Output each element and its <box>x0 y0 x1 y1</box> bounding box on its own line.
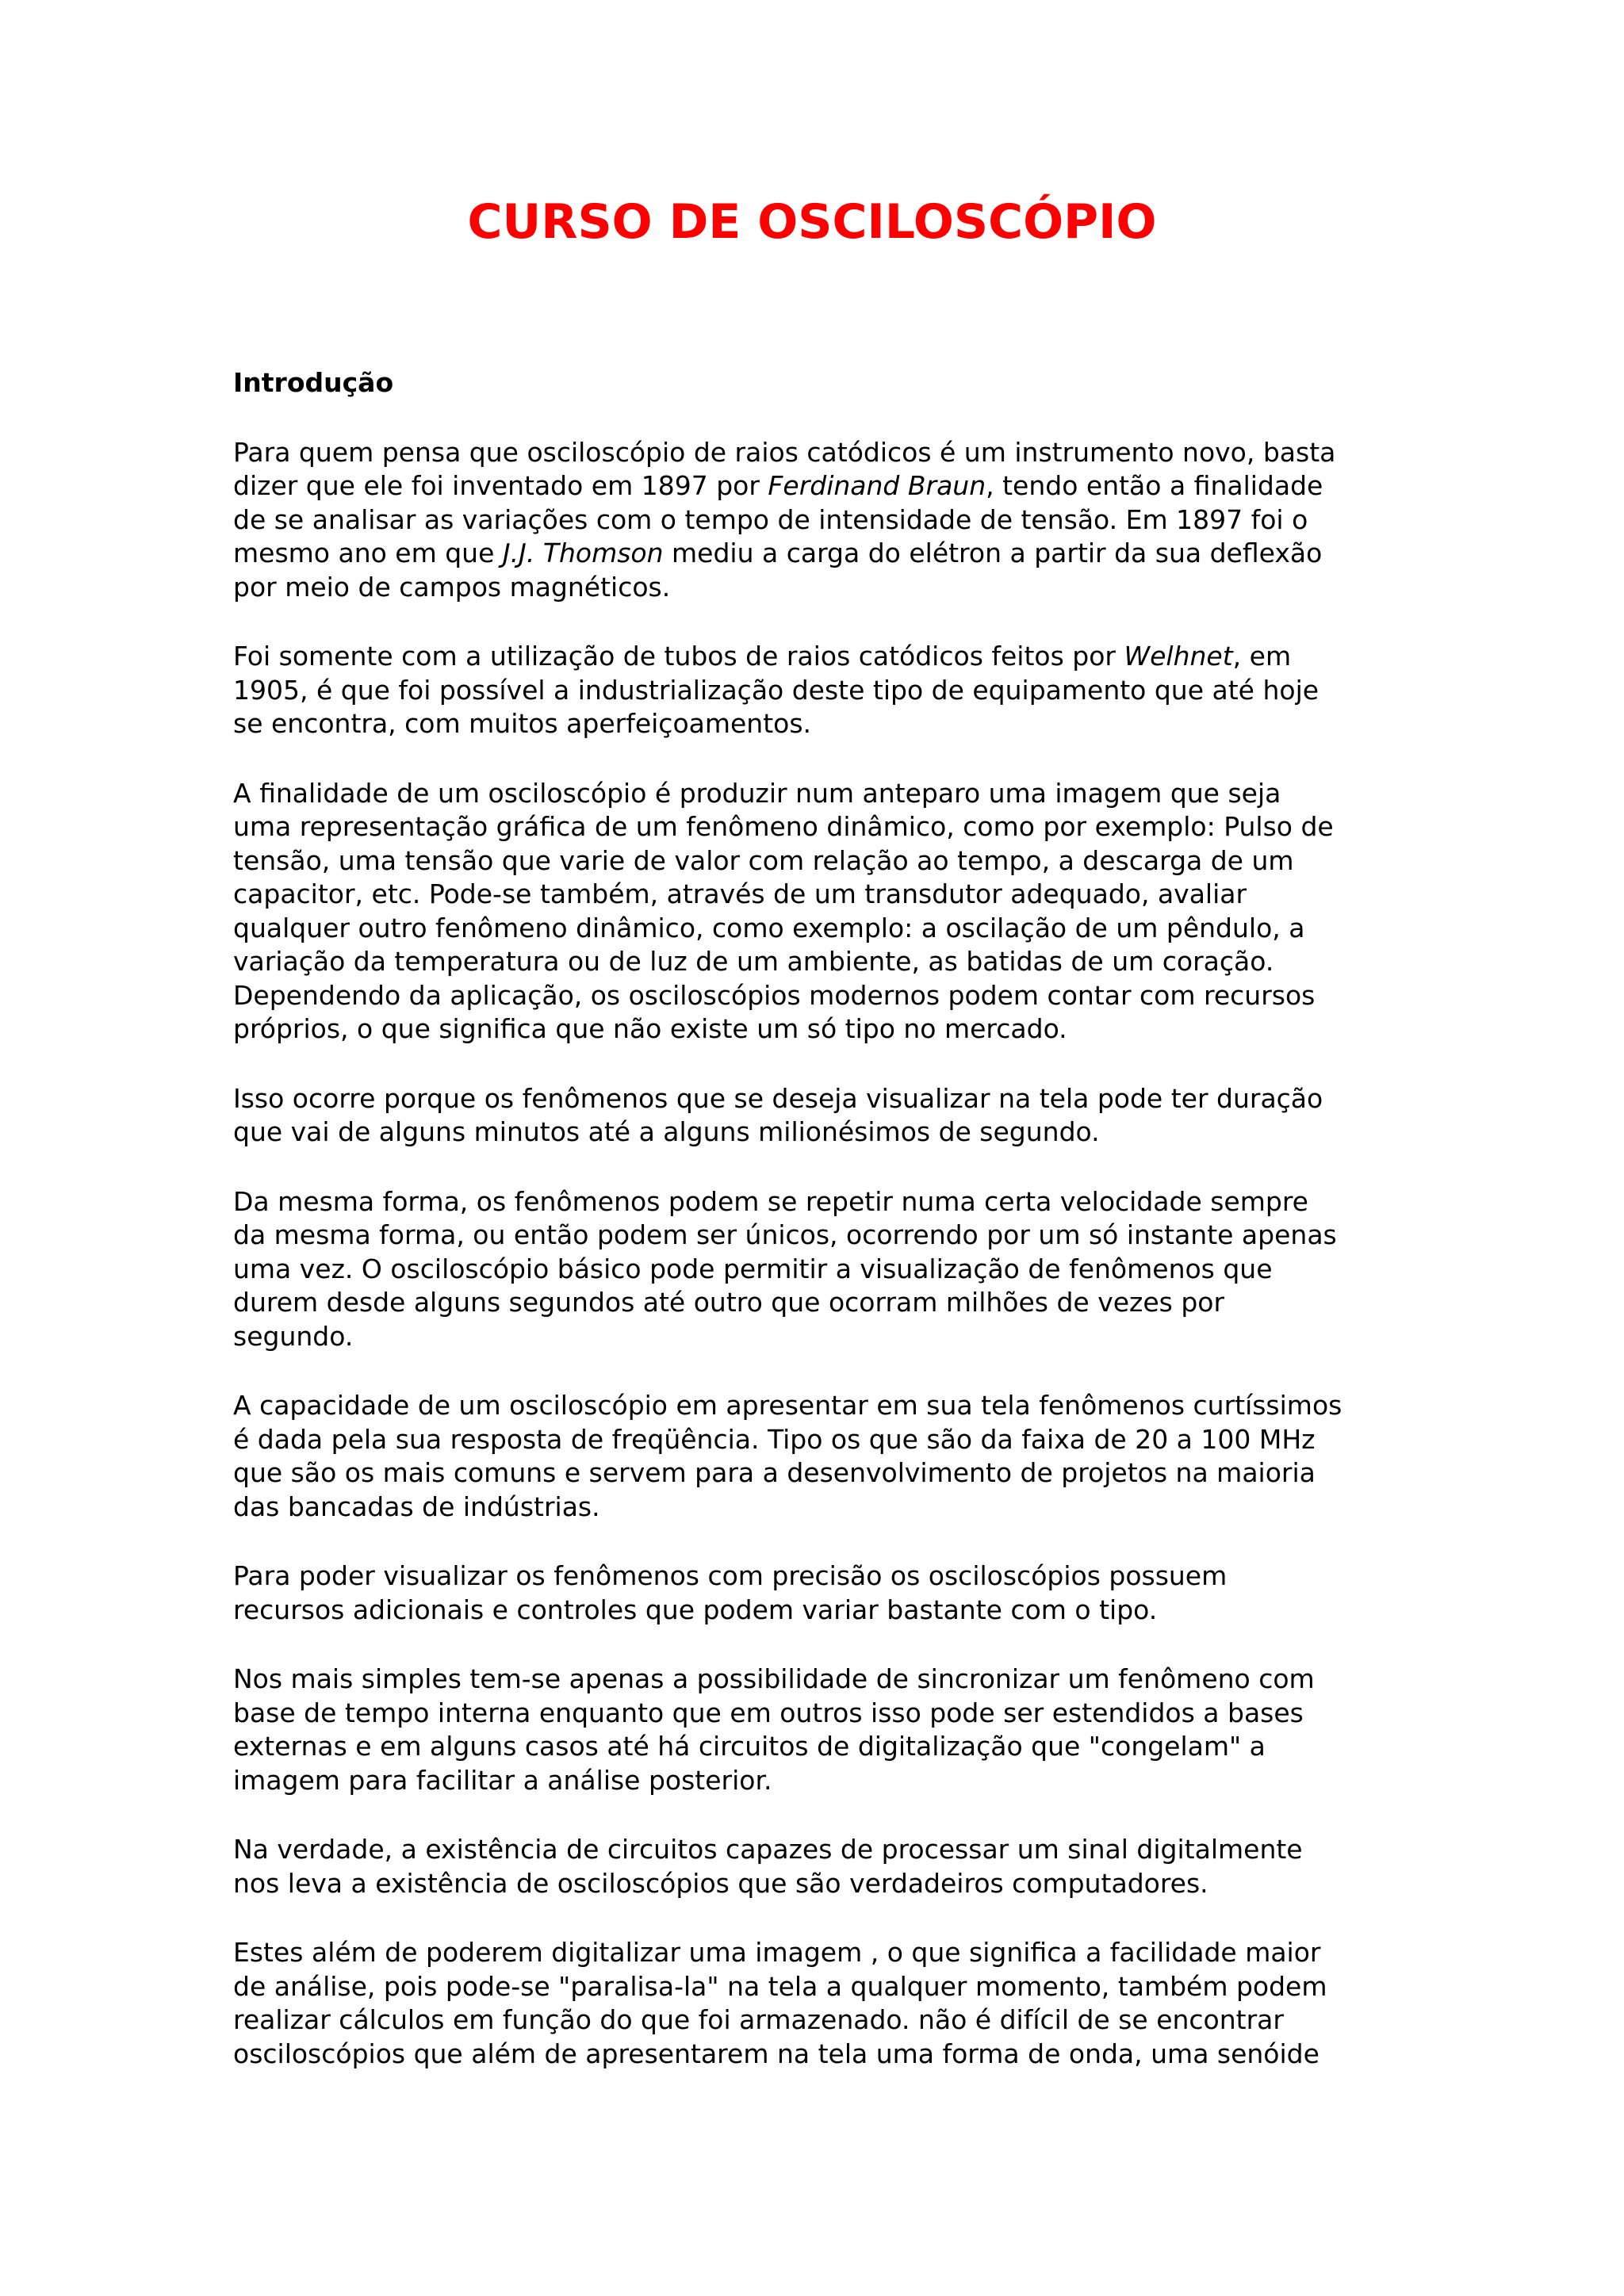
text-line <box>233 810 1407 844</box>
text-line <box>233 1253 1407 1287</box>
text-segment: osciloscópios que além de apresentarem na tela uma forma de onda, uma senóide <box>233 2038 1320 2069</box>
text-line <box>233 1320 1407 1354</box>
text-line <box>233 945 1407 979</box>
paragraph <box>233 640 1407 741</box>
text-segment: A capacidade de um osciloscópio em apresentar em sua tela fenômenos curtíssimos <box>233 1390 1342 1421</box>
text-line <box>233 912 1407 946</box>
text-line <box>233 1456 1407 1490</box>
text-line <box>233 674 1407 708</box>
text-segment: de análise, pois pode-se "paralisa-la" na tela a qualquer momento, também podem <box>233 1970 1327 2002</box>
page-title: CURSO DE OSCILOSCÓPIO <box>467 194 1157 250</box>
text-segment: nos leva a existência de osciloscópios que são verdadeiros computadores. <box>233 1867 1208 1899</box>
paragraph <box>233 1663 1407 1797</box>
paragraph <box>233 1559 1407 1627</box>
text-line <box>233 1970 1407 2004</box>
text-segment: Foi somente com a utilização de tubos de raios catódicos feitos por <box>233 641 1124 672</box>
text-segment: tensão, uma tensão que varie de valor com relação ao tempo, a descarga de um <box>233 844 1294 876</box>
document-body <box>233 366 1407 2107</box>
text-line <box>233 1764 1407 1798</box>
text-segment: que vai de alguns minutos até a alguns milionésimos de segundo. <box>233 1116 1100 1147</box>
text-line <box>233 1286 1407 1320</box>
text-segment: externas e em alguns casos até há circuitos de digitalização que "congelam" a <box>233 1731 1266 1762</box>
paragraph <box>233 1936 1407 2071</box>
text-segment: variação da temperatura ou de luz de um ambiente, as batidas de um coração. <box>233 946 1274 977</box>
text-segment: é dada pela sua resposta de freqüência. Tipo os que são da faixa de 20 a 100 MHz <box>233 1423 1316 1455</box>
text-line <box>233 1833 1407 1867</box>
italic-name: Welhnet <box>1124 641 1233 672</box>
text-line <box>233 1559 1407 1594</box>
paragraph <box>233 1082 1407 1150</box>
text-segment: da mesma forma, ou então podem ser únicos, ocorrendo por um só instante apenas <box>233 1219 1337 1250</box>
text-line <box>233 2038 1407 2072</box>
text-segment: que são os mais comuns e servem para a desenvolvimento de projetos na maioria <box>233 1457 1316 1488</box>
text-segment: qualquer outro fenômeno dinâmico, como exemplo: a oscilação de um pêndulo, a <box>233 912 1305 943</box>
text-line <box>233 1697 1407 1731</box>
text-line <box>233 640 1407 674</box>
text-line <box>233 1867 1407 1901</box>
text-line <box>233 1082 1407 1116</box>
text-segment: Na verdade, a existência de circuitos capazes de processar um sinal digitalmente <box>233 1834 1303 1865</box>
text-line <box>233 1490 1407 1525</box>
text-segment: mesmo ano em que <box>233 538 503 568</box>
text-line <box>233 436 1407 470</box>
text-line <box>233 1185 1407 1219</box>
italic-name: J.J. Thomson <box>502 538 664 568</box>
paragraph <box>233 1185 1407 1354</box>
text-segment: mediu a carga do elétron a partir da sua deflexão <box>663 538 1323 568</box>
italic-name: Ferdinand Braun <box>768 470 986 501</box>
text-segment: próprios, o que significa que não existe um só tipo no mercado. <box>233 1013 1067 1044</box>
text-line <box>233 878 1407 912</box>
text-segment: dizer que ele foi inventado em 1897 por <box>233 470 768 501</box>
text-line <box>233 1730 1407 1764</box>
text-segment: se encontra, com muitos aperfeiçoamentos. <box>233 708 812 739</box>
text-segment: , em <box>1232 641 1292 672</box>
paragraph <box>233 777 1407 1047</box>
text-segment: 1905, é que foi possível a industrialização deste tipo de equipamento que até hoje <box>233 674 1320 706</box>
text-segment: Isso ocorre porque os fenômenos que se deseja visualizar na tela pode ter duração <box>233 1082 1323 1114</box>
text-line <box>233 1663 1407 1697</box>
text-line <box>233 1936 1407 1970</box>
text-line <box>233 1594 1407 1628</box>
text-line <box>233 537 1407 571</box>
text-segment: segundo. <box>233 1320 354 1352</box>
text-line <box>233 2003 1407 2038</box>
text-segment: Para quem pensa que osciloscópio de raios catódicos é um instrumento novo, basta <box>233 436 1336 468</box>
text-segment: imagem para facilitar a análise posterior. <box>233 1764 772 1796</box>
text-line <box>233 1389 1407 1423</box>
text-segment: Dependendo da aplicação, os osciloscópios modernos podem contar com recursos <box>233 979 1316 1011</box>
text-segment: realizar cálculos em função do que foi armazenado. não é difícil de se encontrar <box>233 2004 1284 2035</box>
text-segment: base de tempo interna enquanto que em outros isso pode ser estendidos a bases <box>233 1697 1304 1728</box>
text-segment: de se analisar as variações com o tempo de intensidade de tensão. Em 1897 foi o <box>233 503 1308 535</box>
text-segment: , tendo então a finalidade <box>986 470 1323 501</box>
paragraph <box>233 1389 1407 1524</box>
paragraph <box>233 1833 1407 1900</box>
text-line <box>233 777 1407 811</box>
text-line <box>233 1219 1407 1253</box>
text-line <box>233 979 1407 1013</box>
text-line <box>233 1012 1407 1047</box>
text-segment: das bancadas de indústrias. <box>233 1490 600 1522</box>
text-segment: uma vez. O osciloscópio básico pode permitir a visualização de fenômenos que <box>233 1253 1273 1284</box>
text-line <box>233 1423 1407 1457</box>
text-segment: Para poder visualizar os fenômenos com precisão os osciloscópios possuem <box>233 1560 1228 1591</box>
text-segment: durem desde alguns segundos até outro que ocorram milhões de vezes por <box>233 1287 1225 1318</box>
text-segment: uma representação gráfica de um fenômeno dinâmico, como por exemplo: Pulso de <box>233 811 1334 842</box>
text-segment: por meio de campos magnéticos. <box>233 571 671 603</box>
section-heading: Introdução <box>233 367 394 398</box>
text-segment: A finalidade de um osciloscópio é produzir num anteparo uma imagem que seja <box>233 777 1281 809</box>
text-line <box>233 1115 1407 1150</box>
text-segment: Da mesma forma, os fenômenos podem se repetir numa certa velocidade sempre <box>233 1185 1308 1217</box>
text-segment: recursos adicionais e controles que podem variar bastante com o tipo. <box>233 1594 1158 1625</box>
text-line <box>233 707 1407 741</box>
paragraph <box>233 436 1407 605</box>
text-line <box>233 469 1407 503</box>
text-line <box>233 571 1407 605</box>
text-segment: Estes além de poderem digitalizar uma imagem , o que significa a facilidade maior <box>233 1937 1321 1968</box>
text-segment: Nos mais simples tem-se apenas a possibilidade de sincronizar um fenômeno com <box>233 1663 1315 1694</box>
text-line <box>233 844 1407 878</box>
text-line <box>233 503 1407 538</box>
text-segment: capacitor, etc. Pode-se também, através de um transdutor adequado, avaliar <box>233 878 1247 909</box>
